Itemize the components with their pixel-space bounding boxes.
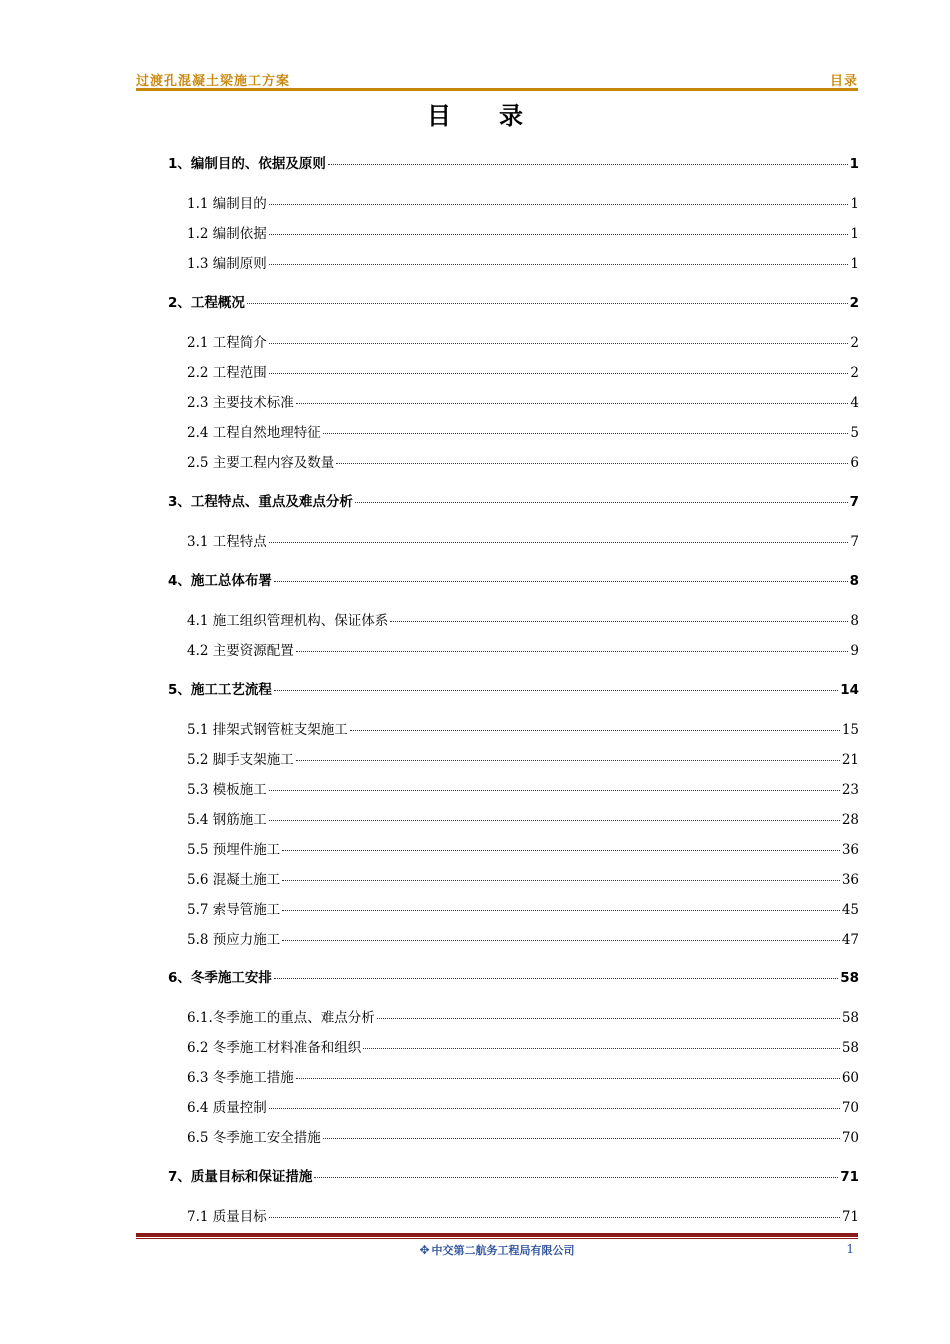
toc-dot-leader bbox=[269, 1108, 840, 1109]
toc-entry-label: 5.1 排架式钢管桩支架施工 bbox=[187, 722, 348, 738]
toc-dot-leader bbox=[274, 978, 838, 979]
toc-entry-label: 5.5 预埋件施工 bbox=[187, 842, 281, 858]
toc-entry-page: 70 bbox=[841, 1100, 859, 1116]
toc-dot-leader bbox=[269, 1217, 840, 1218]
toc-dot-leader bbox=[269, 373, 849, 374]
page-footer bbox=[136, 1242, 858, 1260]
toc-section-entry[interactable] bbox=[187, 808, 859, 828]
toc-entry-label: 2.1 工程简介 bbox=[187, 335, 267, 351]
toc-dot-leader bbox=[328, 164, 848, 165]
toc-dot-leader bbox=[296, 403, 849, 404]
toc-entry-page: 8 bbox=[849, 573, 859, 589]
toc-entry-page: 58 bbox=[840, 970, 859, 986]
toc-entry-page: 36 bbox=[841, 842, 859, 858]
toc-entry-page: 36 bbox=[841, 872, 859, 888]
toc-chapter-entry[interactable] bbox=[168, 678, 859, 698]
toc-dot-leader bbox=[282, 880, 840, 881]
toc-section-entry[interactable] bbox=[187, 778, 859, 798]
toc-section-entry[interactable] bbox=[187, 391, 859, 411]
toc-dot-leader bbox=[296, 760, 840, 761]
toc-entry-page: 2 bbox=[850, 335, 859, 351]
toc-section-entry[interactable] bbox=[187, 331, 859, 351]
toc-entry-label: 2.3 主要技术标准 bbox=[187, 395, 294, 411]
toc-chapter-entry[interactable] bbox=[168, 291, 859, 311]
toc-dot-leader bbox=[274, 581, 848, 582]
page-header bbox=[136, 70, 858, 90]
footer-rule bbox=[136, 1233, 858, 1237]
toc-entry-label: 6.5 冬季施工安全措施 bbox=[187, 1130, 321, 1146]
toc-entry-page: 7 bbox=[849, 494, 859, 510]
toc-entry-page: 4 bbox=[850, 395, 859, 411]
toc-entry-page: 8 bbox=[850, 613, 859, 629]
toc-entry-label: 1.3 编制原则 bbox=[187, 256, 267, 272]
toc-entry-page: 21 bbox=[841, 752, 859, 768]
toc-entry-page: 1 bbox=[850, 256, 859, 272]
toc-entry-label: 1.2 编制依据 bbox=[187, 226, 267, 242]
toc-section-entry[interactable] bbox=[187, 898, 859, 918]
toc-dot-leader bbox=[336, 463, 848, 464]
toc-section-entry[interactable] bbox=[187, 1006, 859, 1026]
toc-entry-page: 7 bbox=[850, 534, 859, 550]
toc-dot-leader bbox=[269, 264, 849, 265]
toc-dot-leader bbox=[296, 651, 849, 652]
toc-section-entry[interactable] bbox=[187, 222, 859, 242]
toc-chapter-entry[interactable] bbox=[168, 569, 859, 589]
toc-entry-label: 4.2 主要资源配置 bbox=[187, 643, 294, 659]
toc-section-entry[interactable] bbox=[187, 838, 859, 858]
footer-page-number: 1 bbox=[846, 1242, 854, 1256]
toc-dot-leader bbox=[269, 234, 849, 235]
toc-section-entry[interactable] bbox=[187, 639, 859, 659]
toc-entry-page: 60 bbox=[841, 1070, 859, 1086]
toc-entry-label: 7、质量目标和保证措施 bbox=[168, 1169, 313, 1185]
toc-dot-leader bbox=[247, 303, 848, 304]
toc-entry-label: 5.2 脚手支架施工 bbox=[187, 752, 294, 768]
toc-entry-label: 6.3 冬季施工措施 bbox=[187, 1070, 294, 1086]
toc-dot-leader bbox=[355, 502, 848, 503]
footer-company bbox=[136, 1242, 858, 1258]
toc-chapter-entry[interactable] bbox=[168, 1165, 859, 1185]
header-section: 目录 bbox=[829, 74, 858, 89]
toc-section-entry[interactable] bbox=[187, 1126, 859, 1146]
toc-dot-leader bbox=[274, 690, 838, 691]
toc-entry-page: 9 bbox=[850, 643, 859, 659]
toc-dot-leader bbox=[314, 1177, 838, 1178]
toc-entry-label: 6.1.冬季施工的重点、难点分析 bbox=[187, 1010, 375, 1026]
toc-entry-page: 1 bbox=[849, 156, 859, 172]
toc-dot-leader bbox=[323, 1138, 840, 1139]
toc-dot-leader bbox=[269, 204, 849, 205]
toc-section-entry[interactable] bbox=[187, 1205, 859, 1225]
toc-dot-leader bbox=[269, 790, 840, 791]
toc-entry-label: 5.7 索导管施工 bbox=[187, 902, 281, 918]
toc-dot-leader bbox=[323, 433, 849, 434]
toc-entry-page: 6 bbox=[850, 455, 859, 471]
footer-company-name: 中交第二航务工程局有限公司 bbox=[431, 1244, 575, 1257]
toc-entry-label: 2.5 主要工程内容及数量 bbox=[187, 455, 335, 471]
toc-entry-label: 6.4 质量控制 bbox=[187, 1100, 267, 1116]
toc-entry-page: 15 bbox=[841, 722, 859, 738]
toc-dot-leader bbox=[377, 1018, 840, 1019]
toc-entry-page: 2 bbox=[849, 295, 859, 311]
toc-entry-page: 1 bbox=[850, 226, 859, 242]
toc-entry-page: 70 bbox=[841, 1130, 859, 1146]
toc-dot-leader bbox=[269, 542, 849, 543]
toc-dot-leader bbox=[350, 730, 840, 731]
toc-dot-leader bbox=[363, 1048, 840, 1049]
company-logo-icon: ✥ bbox=[419, 1243, 430, 1257]
toc-entry-page: 71 bbox=[841, 1209, 859, 1225]
toc-entry-page: 5 bbox=[850, 425, 859, 441]
toc-entry-page: 14 bbox=[840, 682, 859, 698]
toc-section-entry[interactable] bbox=[187, 1066, 859, 1086]
toc-entry-label: 1.1 编制目的 bbox=[187, 196, 267, 212]
toc-entry-label: 2.4 工程自然地理特征 bbox=[187, 425, 321, 441]
toc-entry-label: 3.1 工程特点 bbox=[187, 534, 267, 550]
toc-section-entry[interactable] bbox=[187, 609, 859, 629]
toc-entry-label: 7.1 质量目标 bbox=[187, 1209, 267, 1225]
page-title: 目 录 bbox=[427, 101, 523, 130]
toc-entry-label: 2.2 工程范围 bbox=[187, 365, 267, 381]
toc-dot-leader bbox=[282, 850, 840, 851]
toc-dot-leader bbox=[269, 343, 849, 344]
toc-entry-page: 58 bbox=[841, 1010, 859, 1026]
toc-dot-leader bbox=[269, 820, 840, 821]
toc-entry-label: 3、工程特点、重点及难点分析 bbox=[168, 494, 353, 510]
toc-section-entry[interactable] bbox=[187, 530, 859, 550]
toc-dot-leader bbox=[296, 1078, 840, 1079]
toc-dot-leader bbox=[390, 621, 848, 622]
toc-entry-page: 58 bbox=[841, 1040, 859, 1056]
toc-section-entry[interactable] bbox=[187, 748, 859, 768]
toc-entry-label: 4.1 施工组织管理机构、保证体系 bbox=[187, 613, 389, 629]
toc-chapter-entry[interactable] bbox=[168, 490, 859, 510]
toc-section-entry[interactable] bbox=[187, 252, 859, 272]
toc-section-entry[interactable] bbox=[187, 1036, 859, 1056]
toc-dot-leader bbox=[282, 940, 840, 941]
toc-entry-page: 1 bbox=[850, 196, 859, 212]
toc-entry-page: 47 bbox=[841, 932, 859, 948]
toc-dot-leader bbox=[282, 910, 840, 911]
toc-entry-label: 5.3 模板施工 bbox=[187, 782, 267, 798]
toc-section-entry[interactable] bbox=[187, 421, 859, 441]
toc-entry-page: 28 bbox=[841, 812, 859, 828]
toc-entry-label: 5、施工工艺流程 bbox=[168, 682, 272, 698]
toc-chapter-entry[interactable] bbox=[168, 966, 859, 986]
header-doc-title: 过渡孔混凝土梁施工方案 bbox=[136, 74, 291, 89]
toc-entry-label: 6.2 冬季施工材料准备和组织 bbox=[187, 1040, 362, 1056]
toc-section-entry[interactable] bbox=[187, 718, 859, 738]
toc-section-entry[interactable] bbox=[187, 868, 859, 888]
toc-entry-label: 5.6 混凝土施工 bbox=[187, 872, 281, 888]
toc-entry-label: 1、编制目的、依据及原则 bbox=[168, 156, 326, 172]
toc-section-entry[interactable] bbox=[187, 361, 859, 381]
header-rule bbox=[136, 88, 858, 91]
toc-entry-page: 23 bbox=[841, 782, 859, 798]
toc-entry-label: 4、施工总体布署 bbox=[168, 573, 272, 589]
toc-entry-label: 5.8 预应力施工 bbox=[187, 932, 281, 948]
toc-entry-label: 2、工程概况 bbox=[168, 295, 245, 311]
toc-section-entry[interactable] bbox=[187, 928, 859, 948]
toc-section-entry[interactable] bbox=[187, 192, 859, 212]
toc-section-entry[interactable] bbox=[187, 451, 859, 471]
toc-entry-page: 2 bbox=[850, 365, 859, 381]
toc-chapter-entry[interactable] bbox=[168, 152, 859, 172]
toc-entry-page: 45 bbox=[841, 902, 859, 918]
toc-entry-label: 6、冬季施工安排 bbox=[168, 970, 272, 986]
footer-rule-thin bbox=[136, 1238, 858, 1239]
toc-entry-label: 5.4 钢筋施工 bbox=[187, 812, 267, 828]
toc-entry-page: 71 bbox=[840, 1169, 859, 1185]
toc-section-entry[interactable] bbox=[187, 1096, 859, 1116]
